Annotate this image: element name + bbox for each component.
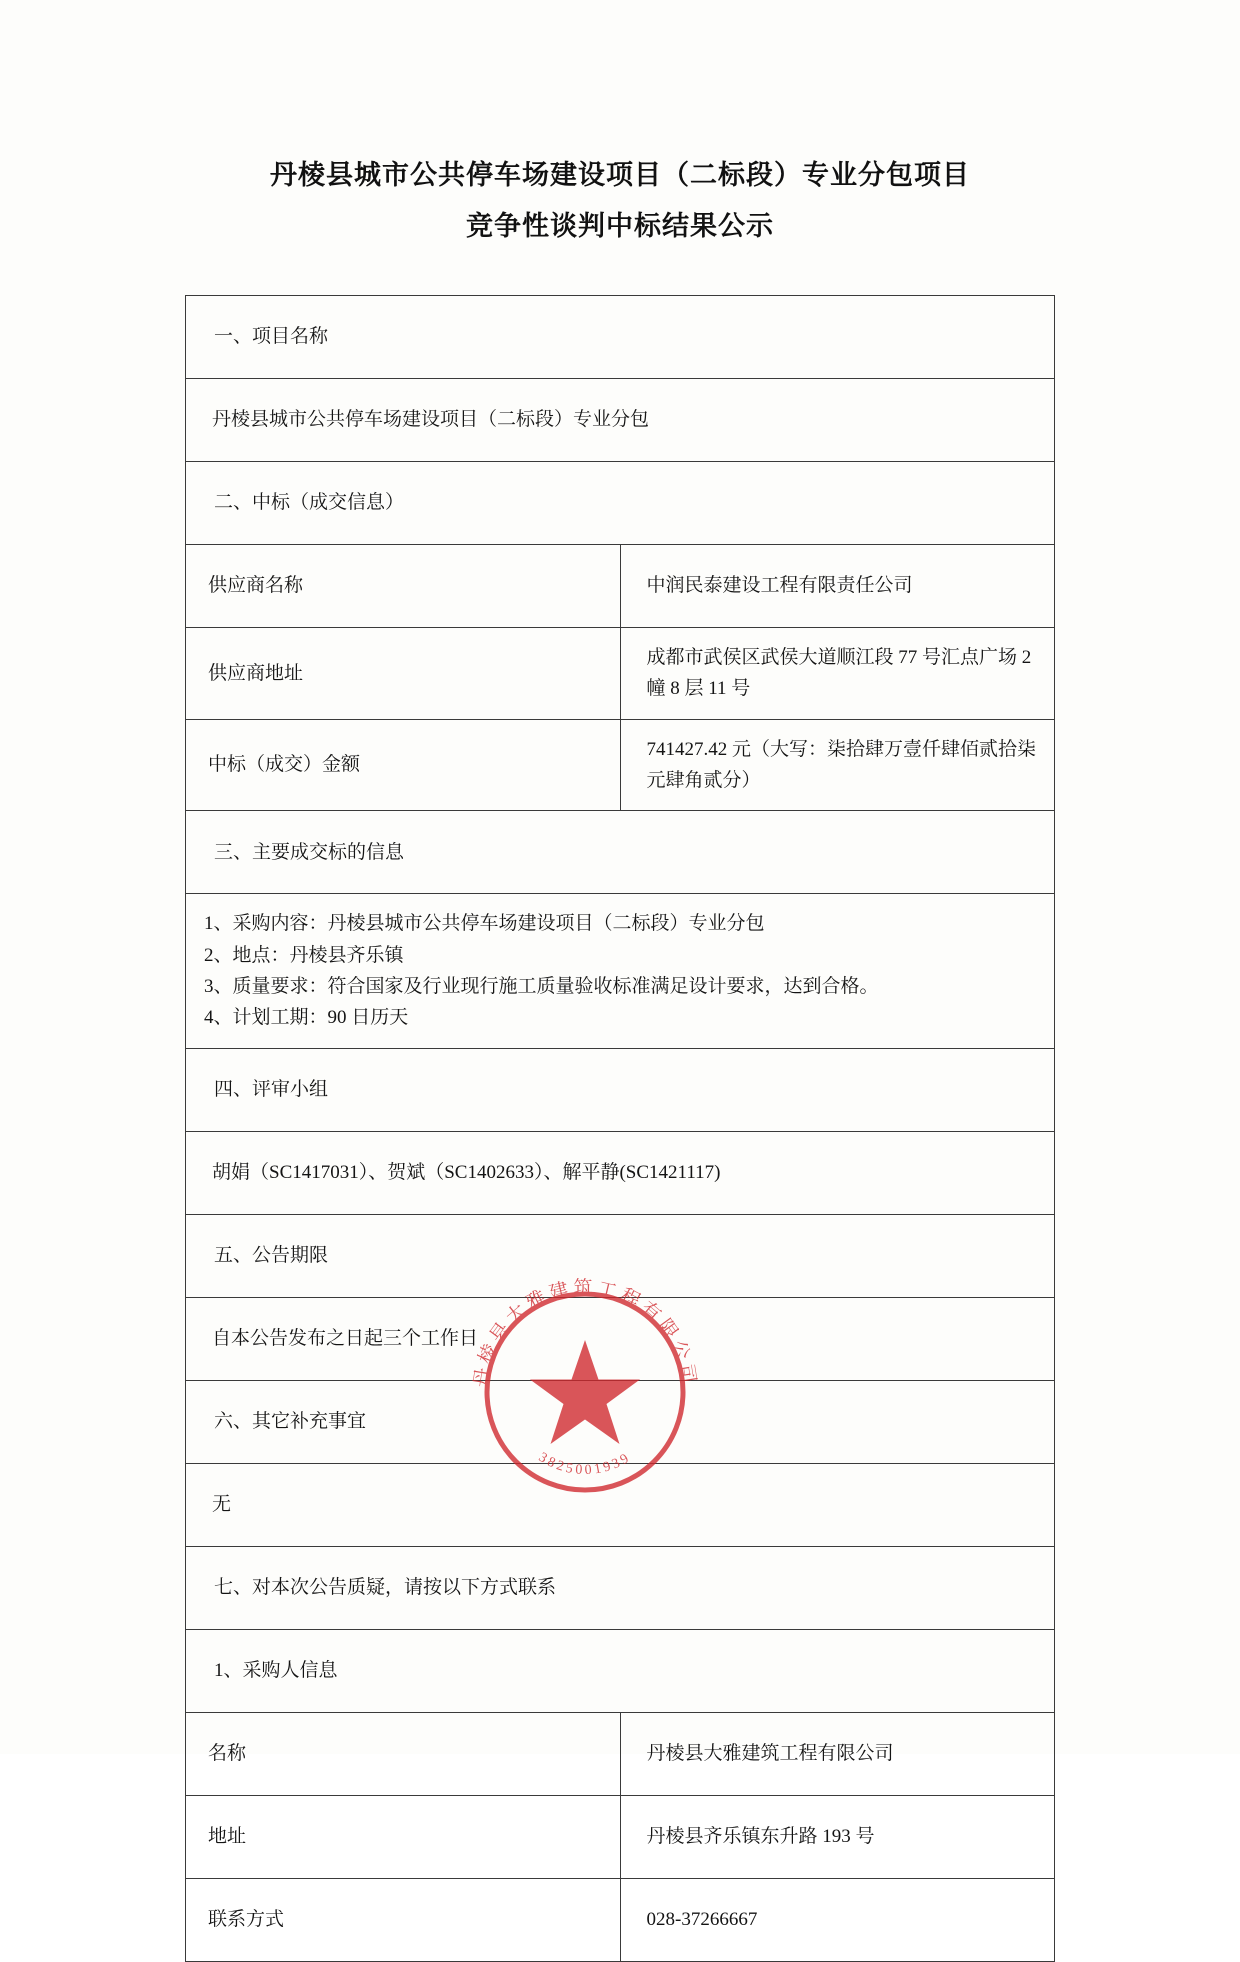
announcement-period-value: 自本公告发布之日起三个工作日 (186, 1297, 1055, 1380)
project-name-value: 丹棱县城市公共停车场建设项目（二标段）专业分包 (186, 379, 1055, 462)
section-7-subheading: 1、采购人信息 (186, 1629, 1055, 1712)
procurement-details (186, 894, 1055, 1048)
table-row (186, 628, 1055, 720)
table-row (186, 1380, 1055, 1463)
table-row (186, 1546, 1055, 1629)
table-row (186, 296, 1055, 379)
section-3-heading: 三、主要成交标的信息 (186, 811, 1055, 894)
table-row (186, 462, 1055, 545)
table-row (186, 1048, 1055, 1131)
table-row (186, 1463, 1055, 1546)
title-line-2: 竞争性谈判中标结果公示 (466, 211, 774, 242)
supplier-address-value: 成都市武侯区武侯大道顺江段 77 号汇点广场 2 幢 8 层 11 号 (620, 628, 1055, 720)
table-row (186, 1878, 1055, 1961)
svg-text:3825001939: 3825001939 (535, 1449, 635, 1479)
purchaser-address-label: 地址 (186, 1795, 621, 1878)
supplier-name-label: 供应商名称 (186, 545, 621, 628)
purchaser-contact-value: 028-37266667 (620, 1878, 1055, 1961)
procurement-item-content: 1、采购内容：丹棱县城市公共停车场建设项目（二标段）专业分包 (204, 913, 765, 935)
table-row (186, 894, 1055, 1048)
table-row (186, 545, 1055, 628)
purchaser-name-value: 丹棱县大雅建筑工程有限公司 (620, 1712, 1055, 1795)
award-amount-label: 中标（成交）金额 (186, 719, 621, 811)
section-5-heading: 五、公告期限 (186, 1214, 1055, 1297)
table-row (186, 811, 1055, 894)
section-7-heading: 七、对本次公告质疑，请按以下方式联系 (186, 1546, 1055, 1629)
section-1-heading: 一、项目名称 (186, 296, 1055, 379)
procurement-item-quality: 3、质量要求：符合国家及行业现行施工质量验收标准满足设计要求，达到合格。 (204, 976, 879, 998)
title-line-1: 丹棱县城市公共停车场建设项目（二标段）专业分包项目 (270, 160, 970, 190)
table-row (186, 1297, 1055, 1380)
procurement-item-location: 2、地点：丹棱县齐乐镇 (204, 944, 404, 966)
procurement-item-duration: 4、计划工期：90 日历天 (204, 1007, 409, 1029)
svg-text:丹棱县大雅建筑工程有限公司: 丹棱县大雅建筑工程有限公司 (470, 1278, 700, 1389)
table-row (186, 379, 1055, 462)
award-amount-value: 741427.42 元（大写：柒拾肆万壹仟肆佰贰拾柒元肆角贰分） (620, 719, 1055, 811)
table-row (186, 1214, 1055, 1297)
section-6-heading: 六、其它补充事宜 (186, 1380, 1055, 1463)
supplier-name-value: 中润民泰建设工程有限责任公司 (620, 545, 1055, 628)
section-2-heading: 二、中标（成交信息） (186, 462, 1055, 545)
review-panel-members: 胡娟（SC1417031）、贺斌（SC1402633）、解平静(SC1421117) (186, 1131, 1055, 1214)
supplier-address-label: 供应商地址 (186, 628, 621, 720)
table-row (186, 1629, 1055, 1712)
announcement-table (185, 295, 1055, 1962)
purchaser-contact-label: 联系方式 (186, 1878, 621, 1961)
purchaser-address-value: 丹棱县齐乐镇东升路 193 号 (620, 1795, 1055, 1878)
purchaser-name-label: 名称 (186, 1712, 621, 1795)
table-row (186, 1795, 1055, 1878)
table-row (186, 1131, 1055, 1214)
section-4-heading: 四、评审小组 (186, 1048, 1055, 1131)
document-title (0, 0, 1240, 253)
table-row (186, 719, 1055, 811)
supplementary-value: 无 (186, 1463, 1055, 1546)
